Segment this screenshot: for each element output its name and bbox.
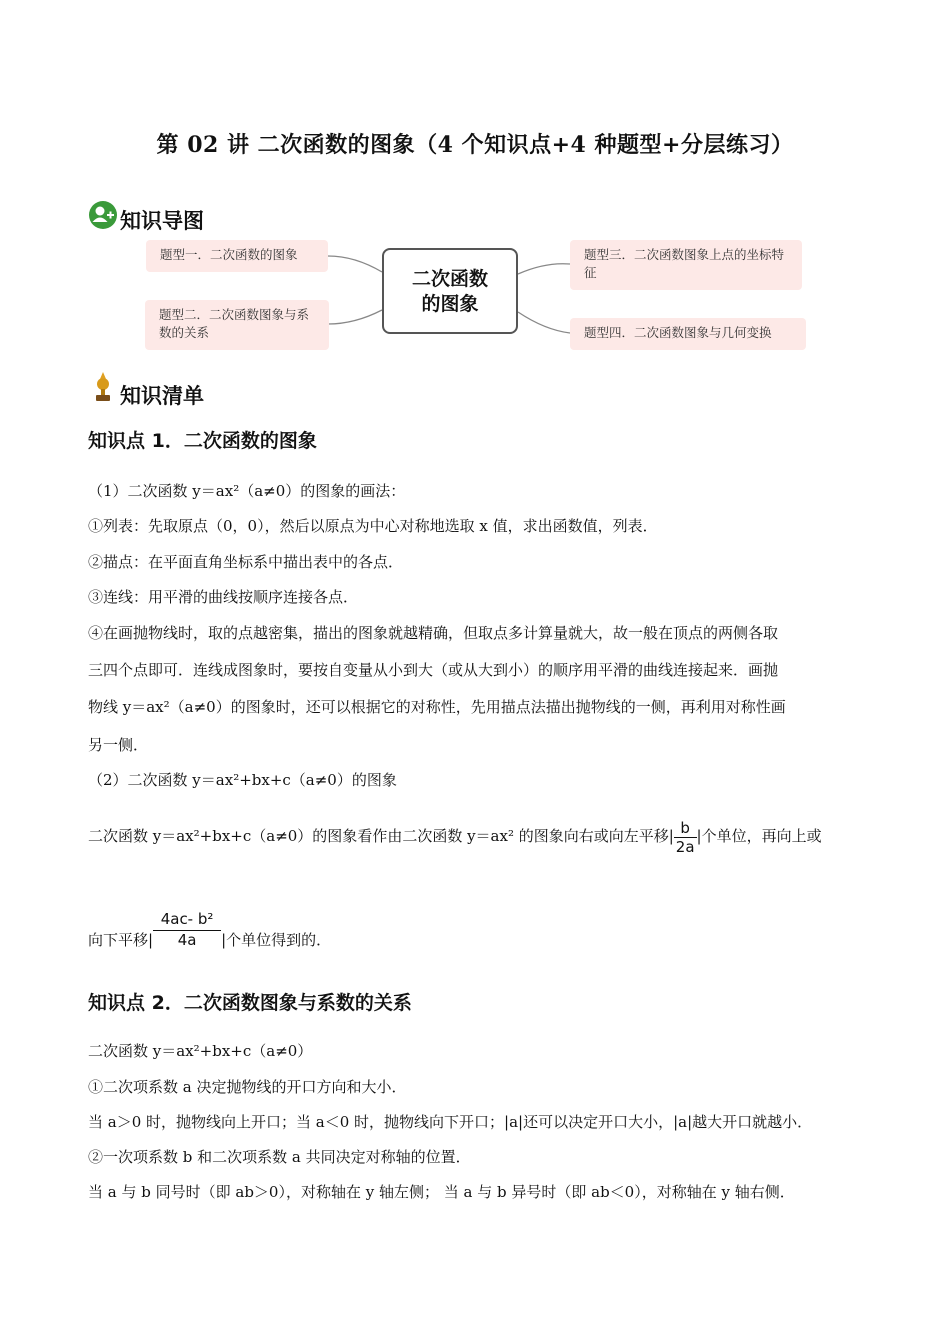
kp1-line-5: ④在画抛物线时，取的点越密集，描出的图象就越精确，但取点多计算量就大，故一般在顶点的两侧各取 [88, 624, 779, 642]
frac2-denominator: 4a [177, 931, 197, 949]
mindmap-center-line1: 二次函数 [411, 268, 488, 290]
kp2-line-5: 当 a 与 b 同号时（即 ab＞0），对称轴在 y 轴左侧； 当 a 与 b 异号时（即 ab＜0），对称轴在 y 轴右侧． [88, 1183, 795, 1201]
mindmap-topic-1: 题型一．二次函数的图象 [146, 240, 328, 272]
kp1-shift-line [88, 806, 878, 866]
kp1-line-3: ②描点：在平面直角坐标系中描出表中的各点． [88, 553, 404, 571]
fraction-vertex-y [153, 908, 221, 949]
page-title: 第 02 讲 二次函数的图象（4 个知识点+4 种题型+分层练习） [156, 132, 794, 158]
kp1-shift-post: |个单位，再向上或 [696, 827, 822, 845]
frac1-numerator: b [674, 819, 697, 838]
mindmap-center [382, 248, 518, 334]
kp2-line-2: ①二次项系数 a 决定抛物线的开口方向和大小． [88, 1078, 407, 1096]
kp1-line-9: （2）二次函数 y＝ax²+bx+c（a≠0）的图象 [88, 771, 397, 789]
knowledge-list-heading: 知识清单 [120, 384, 204, 408]
kp2-heading: 知识点 2．二次函数图象与系数的关系 [88, 992, 412, 1014]
kp1-line-4: ③连线：用平滑的曲线按顺序连接各点． [88, 588, 359, 606]
kp1-line-7: 物线 y＝ax²（a≠0）的图象时，还可以根据它的对称性，先用描点法描出抛物线的一侧，再利用对称性画 [88, 698, 786, 716]
kp2-line-3: 当 a＞0 时，抛物线向上开口；当 a＜0 时，抛物线向下开口；|a|还可以决定开口大小，|a|越大开口就越小． [88, 1113, 813, 1131]
kp1-line-2: ①列表：先取原点（0，0），然后以原点为中心对称地选取 x 值，求出函数值，列表． [88, 517, 658, 535]
mindmap-topic-2: 题型二．二次函数图象与系数的关系 [145, 300, 329, 350]
kp2-line-4: ②一次项系数 b 和二次项系数 a 共同决定对称轴的位置． [88, 1148, 471, 1166]
fraction-b-over-2a [674, 819, 697, 856]
mindmap-heading: 知识导图 [120, 209, 204, 233]
kp1-down-post: |个单位得到的． [221, 931, 332, 949]
mindmap-center-line2: 的图象 [421, 293, 479, 315]
mindmap-topic-3: 题型三．二次函数图象上点的坐标特征 [570, 240, 802, 290]
mindmap-topic-4: 题型四．二次函数图象与几何变换 [570, 318, 806, 350]
frac1-denominator: 2a [675, 837, 695, 856]
kp1-line-6: 三四个点即可．连线成图象时，要按自变量从小到大（或从大到小）的顺序用平滑的曲线连接起来．画抛 [88, 661, 779, 679]
kp1-line-8: 另一侧． [88, 736, 149, 754]
kp1-heading: 知识点 1．二次函数的图象 [88, 430, 317, 452]
trophy-icon [90, 370, 116, 404]
kp2-line-1: 二次函数 y＝ax²+bx+c（a≠0） [88, 1042, 313, 1060]
kp1-down-line [88, 900, 878, 960]
kp1-down-pre: 向下平移| [88, 931, 154, 949]
kp1-shift-pre: 二次函数 y＝ax²+bx+c（a≠0）的图象看作由二次函数 y＝ax² 的图象向右或向左平移| [88, 827, 674, 845]
kp1-line-1: （1）二次函数 y＝ax²（a≠0）的图象的画法： [88, 482, 406, 500]
frac2-numerator: 4ac- b² [153, 908, 221, 931]
